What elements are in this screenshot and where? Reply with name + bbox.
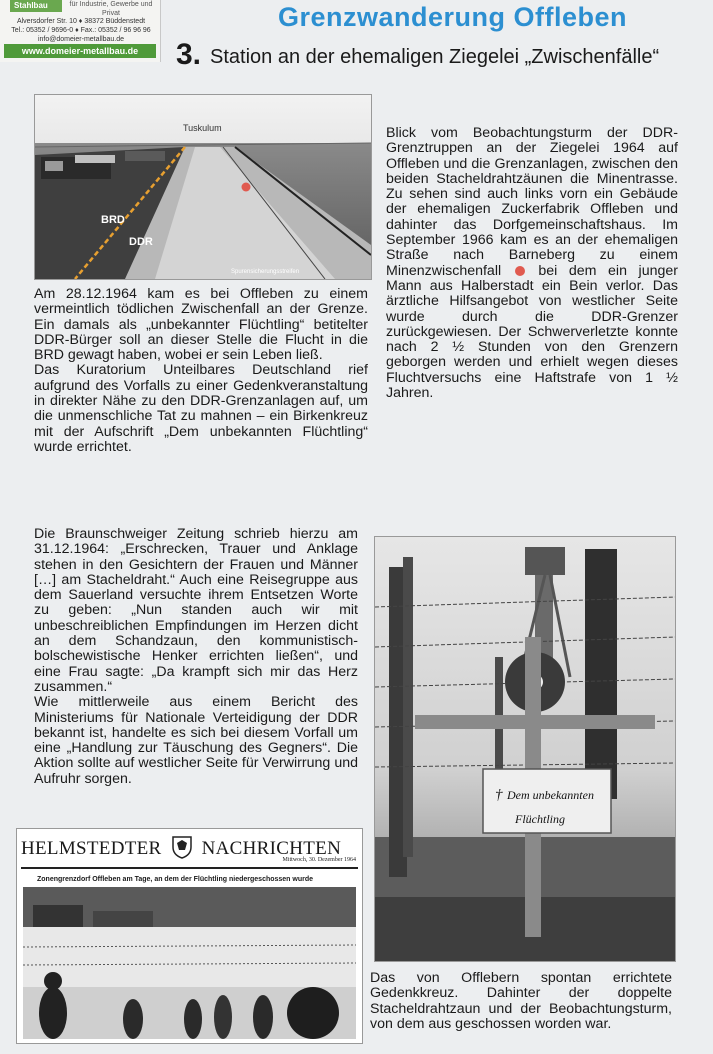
text-left-upper-p2: Das Kuratorium Unteilbares Deutschland rief aufgrund des Vorfalls zu einer Gedenkveranstaltung in direkter Nähe zu den DDR-Grenzanlagen auf, um die unmenschliche Tat zu mahnen – ein Birkenkreuz mit der Aufschrift „Dem unbekannten Flüchtling“ wurde errichtet. <box>34 362 368 455</box>
newspaper-date: Mittwoch, 30. Dezember 1964 <box>282 857 356 863</box>
text-left-lower-p2: Wie mittlerweile aus einem Bericht des Ministeriums für Nationale Verteidigung der DDR bekannt ist, handelte es sich bei diesem Vorfall um eine „Handlung zur Täuschung des Gegners“. Die Aktion sollte auf westlicher Seite für Verwirrung und Aufruhr sorgen. <box>34 694 358 787</box>
page-title: Grenzwanderung Offleben <box>278 2 628 32</box>
sponsor-box <box>0 0 161 62</box>
station-number: 3. <box>176 38 202 71</box>
newspaper-photo <box>23 887 356 1039</box>
sponsor-tagline: für Industrie, Gewerbe und Privat <box>69 1 153 17</box>
memorial-caption <box>370 971 672 1032</box>
memorial-photo <box>374 536 676 962</box>
text-right-part2: bei dem ein junger Mann aus Halberstadt ein Bein verlor. Das ärztliche Hilfsangebot von westlicher Seite wurde durch die DDR-Grenzer zurückgewiesen. Der Schwerverletzte konnte nach 2 ½ Stunden von den Grenzern geborgen werden und erhielt wegen dieses Fluchtversuchs eine Haftstrafe von 1 ½ Jahren. <box>386 262 678 402</box>
newspaper-crest-icon <box>171 835 193 859</box>
newspaper-divider <box>21 867 358 869</box>
incident-marker <box>242 183 251 192</box>
border-photo-image <box>35 95 371 279</box>
text-left-upper <box>34 287 368 455</box>
newspaper-name-left: HELMSTEDTER <box>21 838 162 859</box>
sponsor-email: info@domeier-metallbau.de <box>37 36 125 43</box>
sponsor-address: Alversdorfer Str. 10 ♦ 38372 Büddenstedt <box>16 18 146 25</box>
photo-label-tuskulum: Tuskulum <box>183 123 222 133</box>
newspaper-caption: Zonengrenzdorf Offleben am Tage, an dem der Flüchtling niedergeschossen wurde <box>37 876 314 883</box>
cross-glyph-icon: † <box>495 787 503 803</box>
photo-label-strip: Spurensicherungsstreifen <box>231 269 300 275</box>
sponsor-address-block <box>4 17 158 44</box>
incident-dot-icon <box>515 266 525 276</box>
memorial-caption-text: Das von Offlebern spontan errichtete Gedenkkreuz. Dahinter der doppelte Stacheldrahtzaun und der Beobachtungsturm, von dem aus geschossen worden war. <box>370 970 672 1032</box>
sponsor-brand: Stahlbau <box>10 0 62 12</box>
memorial-sign-line1: Dem unbekannten <box>507 788 594 802</box>
text-right-part1: Blick vom Beobachtungsturm der DDR-Grenztruppen an der Ziegelei 1964 auf Offleben und die Grenzanlagen, zwischen den beiden Stacheldrahtzäunen die Minentrasse. Zu sehen sind auch links vorn ein Gebäude der ehemaligen Zuckerfabrik Offleben und dahinter das Dorfgemeinschaftshaus. Im September 1966 kam es an der ehemaligen Straße nach Barneberg zu einem Minenzwischenfall <box>386 125 678 279</box>
station-subtitle: Station an der ehemaligen Ziegelei „Zwischenfälle“ <box>210 46 660 68</box>
text-left-upper-p1: Am 28.12.1964 kam es bei Offleben zu einem vermeintlich tödlichen Zwischenfall an der Grenze. Ein damals als „unbekannter Flüchtling“ betitelter DDR-Bürger soll an dieser Stelle die Flucht in die BRD gewagt haben, wobei er sein Leben ließ. <box>34 286 368 364</box>
text-right-column <box>386 126 678 401</box>
memorial-sign-line2: Flüchtling <box>515 812 565 826</box>
sponsor-phone: Tel.: 05352 / 9696-0 ♦ Fax.: 05352 / 96 96 96 <box>11 27 151 34</box>
newspaper-name-right: NACHRICHTEN <box>201 838 342 859</box>
text-left-lower <box>34 527 358 787</box>
memorial-photo-image <box>375 537 675 961</box>
photo-label-ddr: DDR <box>129 236 153 248</box>
border-photo <box>34 94 372 280</box>
photo-label-brd: BRD <box>101 214 125 226</box>
sponsor-url: www.domeier-metallbau.de <box>4 44 156 58</box>
text-right-paragraph <box>386 126 678 401</box>
text-left-lower-p1: Die Braunschweiger Zeitung schrieb hierzu am 31.12.1964: „Erschrecken, Trauer und Anklage stehen in den Gesichtern der Frauen und Männer […] am Stacheldraht.“ Auch eine Reisegruppe aus dem Sauerland versuchte ihrem Entsetzen Worte zu geben: „Nun standen auch wir mit unbeschreiblichen Empfindungen im Herzen dicht an dem Schandzaun, den kommunistisch-bolschewistische Henker errichten ließen“, und eine Frau sagte: „Da krampft sich mir das Herz zusammen.“ <box>34 526 358 695</box>
newspaper-clipping <box>16 828 363 1044</box>
